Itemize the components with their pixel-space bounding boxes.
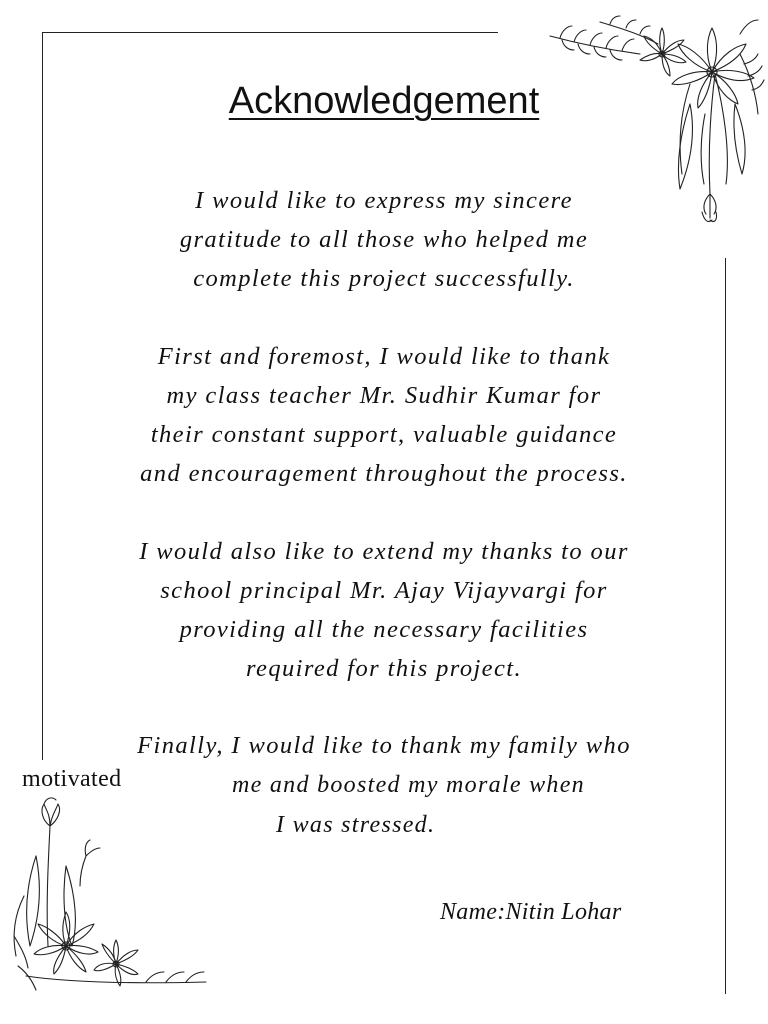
family-line-3: I was stressed. (276, 812, 436, 838)
principal-line-1: I would also like to extend my thanks to our (139, 538, 629, 565)
intro-line-1: I would like to express my sincere (195, 187, 573, 214)
family-line-2: me and boosted my morale when (232, 772, 585, 798)
teacher-line-2: my class teacher Mr. Sudhir Kumar for (166, 382, 602, 409)
principal-line-2: school principal Mr. Ajay Vijayvargi for (160, 577, 608, 604)
signature-name: Name:Nitin Lohar (440, 899, 622, 925)
page-title: Acknowledgement (228, 80, 540, 122)
principal-line-4: required for this project. (246, 655, 522, 682)
page-border-top (42, 32, 498, 33)
floral-corner-bottom-left-icon (6, 796, 221, 996)
intro-line-2: gratitude to all those who helped me (179, 226, 589, 253)
teacher-line-3: their constant support, valuable guidance (150, 421, 618, 448)
family-word-motivated: motivated (22, 766, 122, 792)
principal-line-3: providing all the necessary facilities (179, 616, 589, 643)
teacher-line-4: and encouragement throughout the process. (140, 460, 628, 487)
family-line-1: Finally, I would like to thank my family who (137, 732, 631, 759)
intro-line-3: complete this project successfully. (193, 265, 575, 292)
teacher-line-1: First and foremost, I would like to thank (157, 343, 611, 370)
